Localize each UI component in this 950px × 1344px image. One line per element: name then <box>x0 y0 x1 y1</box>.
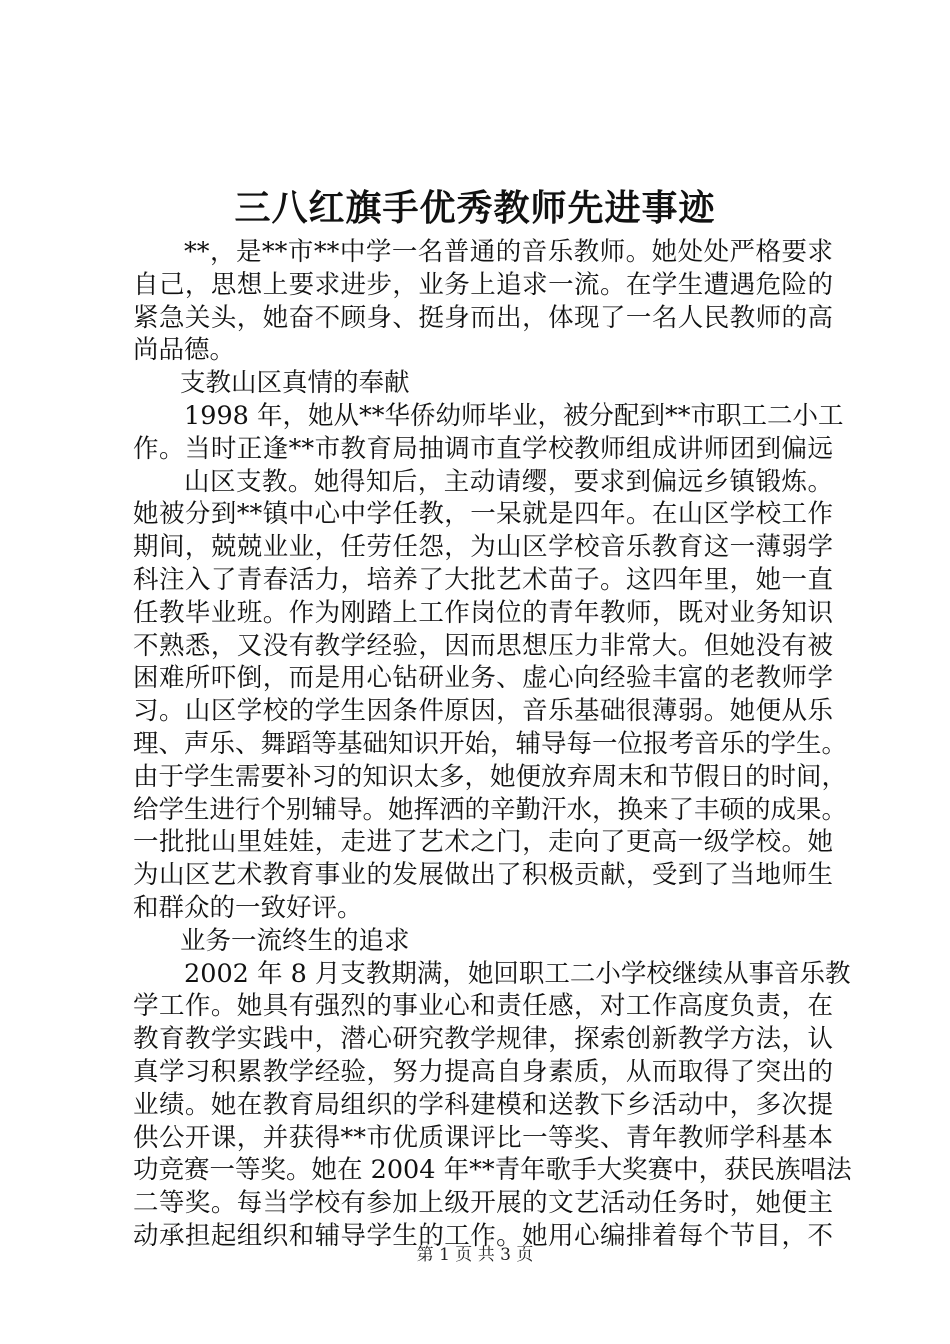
paragraph-line: 理、声乐、舞蹈等基础知识开始，辅导每一位报考音乐的学生。 <box>133 728 848 759</box>
paragraph-line: 教育教学实践中，潜心研究教学规律，探索创新教学方法，认 <box>133 1024 833 1055</box>
paragraph-line: 由于学生需要补习的知识太多，她便放弃周末和节假日的时间， <box>133 761 848 792</box>
paragraph-line: 为山区艺术教育事业的发展做出了积极贡献，受到了当地师生 <box>133 860 833 891</box>
paragraph-line: 习。山区学校的学生因条件原因，音乐基础很薄弱。她便从乐 <box>133 696 833 727</box>
paragraph-line: 不熟悉，又没有教学经验，因而思想压力非常大。但她没有被 <box>133 630 833 661</box>
paragraph-line: 动承担起组织和辅导学生的工作。她用心编排着每个节目，不 <box>133 1220 833 1251</box>
paragraph-line: 学工作。她具有强烈的事业心和责任感，对工作高度负责，在 <box>133 991 833 1022</box>
paragraph-line: 困难所吓倒，而是用心钻研业务、虚心向经验丰富的老教师学 <box>133 663 833 694</box>
paragraph-line: **，是**市**中学一名普通的音乐教师。她处处严格要求 <box>184 237 833 267</box>
paragraph-line: 紧急关头，她奋不顾身、挺身而出，体现了一名人民教师的高 <box>133 302 833 333</box>
section-heading: 支教山区真情的奉献 <box>180 368 410 399</box>
paragraph-line: 功竞赛一等奖。她在 2004 年**青年歌手大奖赛中，获民族唱法 <box>133 1155 852 1186</box>
paragraph-line: 给学生进行个别辅导。她挥洒的辛勤汗水，换来了丰硕的成果。 <box>133 794 848 825</box>
paragraph-line: 二等奖。每当学校有参加上级开展的文艺活动任务时，她便主 <box>133 1188 833 1219</box>
page-number-footer: 第 1 页 共 3 页 <box>416 1245 534 1265</box>
paragraph-line: 尚品德。 <box>133 335 236 366</box>
paragraph-line: 期间，兢兢业业，任劳任怨，为山区学校音乐教育这一薄弱学 <box>133 532 833 563</box>
paragraph-line: 任教毕业班。作为刚踏上工作岗位的青年教师，既对业务知识 <box>133 597 833 628</box>
paragraph-line: 一批批山里娃娃，走进了艺术之门，走向了更高一级学校。她 <box>133 827 833 858</box>
document-title: 三八红旗手优秀教师先进事迹 <box>234 187 716 229</box>
paragraph-line: 作。当时正逢**市教育局抽调市直学校教师组成讲师团到偏远 <box>133 433 833 464</box>
paragraph-line: 业绩。她在教育局组织的学科建模和送教下乡活动中，多次提 <box>133 1089 833 1120</box>
paragraph-line: 山区支教。她得知后，主动请缨，要求到偏远乡镇锻炼。 <box>184 466 833 497</box>
paragraph-line: 供公开课，并获得**市优质课评比一等奖、青年教师学科基本 <box>133 1122 833 1153</box>
paragraph-line: 1998 年，她从**华侨幼师毕业，被分配到**市职工二小工 <box>184 400 844 431</box>
document-body <box>133 236 852 1253</box>
paragraph-line: 真学习积累教学经验，努力提高自身素质，从而取得了突出的 <box>133 1056 833 1087</box>
paragraph-line: 自己，思想上要求进步，业务上追求一流。在学生遭遇危险的 <box>133 269 833 300</box>
paragraph-line: 2002 年 8 月支教期满，她回职工二小学校继续从事音乐教 <box>184 958 851 989</box>
section-heading: 业务一流终生的追求 <box>180 925 410 956</box>
paragraph-line: 她被分到**镇中心中学任教，一呆就是四年。在山区学校工作 <box>133 499 833 530</box>
paragraph-line: 和群众的一致好评。 <box>133 892 363 923</box>
paragraph-line: 科注入了青春活力，培养了大批艺术苗子。这四年里，她一直 <box>133 564 833 595</box>
